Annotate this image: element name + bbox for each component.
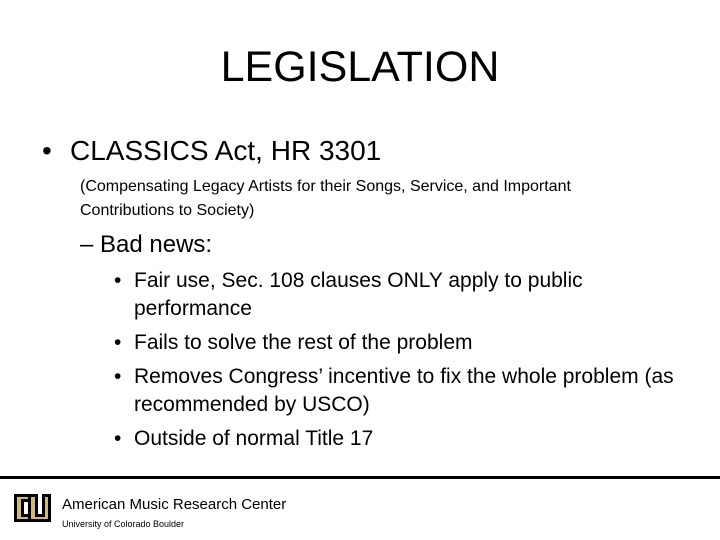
detail-item (114, 267, 674, 323)
bullet-dot-icon: • (114, 427, 122, 450)
main-bullet-text: CLASSICS Act, HR 3301 (70, 135, 382, 166)
detail-item-text: Fair use, Sec. 108 clauses ONLY apply to public performance (134, 269, 583, 320)
detail-list (114, 267, 674, 459)
detail-item-text: Fails to solve the rest of the problem (134, 331, 473, 354)
bullet-dot-icon: • (114, 269, 122, 292)
bullet-dot-icon: • (114, 331, 122, 354)
detail-item-text: Outside of normal Title 17 (134, 427, 374, 450)
detail-item (114, 425, 674, 453)
footer-university: University of Colorado Boulder (62, 519, 185, 529)
secondary-bullet: – Bad news: (80, 231, 213, 258)
detail-item-text: Removes Congress’ incentive to fix the whole problem (as recommended by USCO) (134, 365, 674, 416)
footer-divider (0, 476, 720, 479)
main-bullet-subnote: (Compensating Legacy Artists for their Songs, Service, and Important Contributions to Society) (80, 178, 571, 219)
detail-item (114, 329, 674, 357)
footer-organization: American Music Research Center (62, 496, 287, 513)
slide-title: LEGISLATION (220, 43, 500, 91)
cu-logo-icon (12, 488, 52, 528)
bullet-dot-icon: • (42, 135, 52, 166)
detail-item (114, 363, 674, 419)
bullet-dot-icon: • (114, 365, 122, 388)
main-bullet (42, 133, 682, 169)
